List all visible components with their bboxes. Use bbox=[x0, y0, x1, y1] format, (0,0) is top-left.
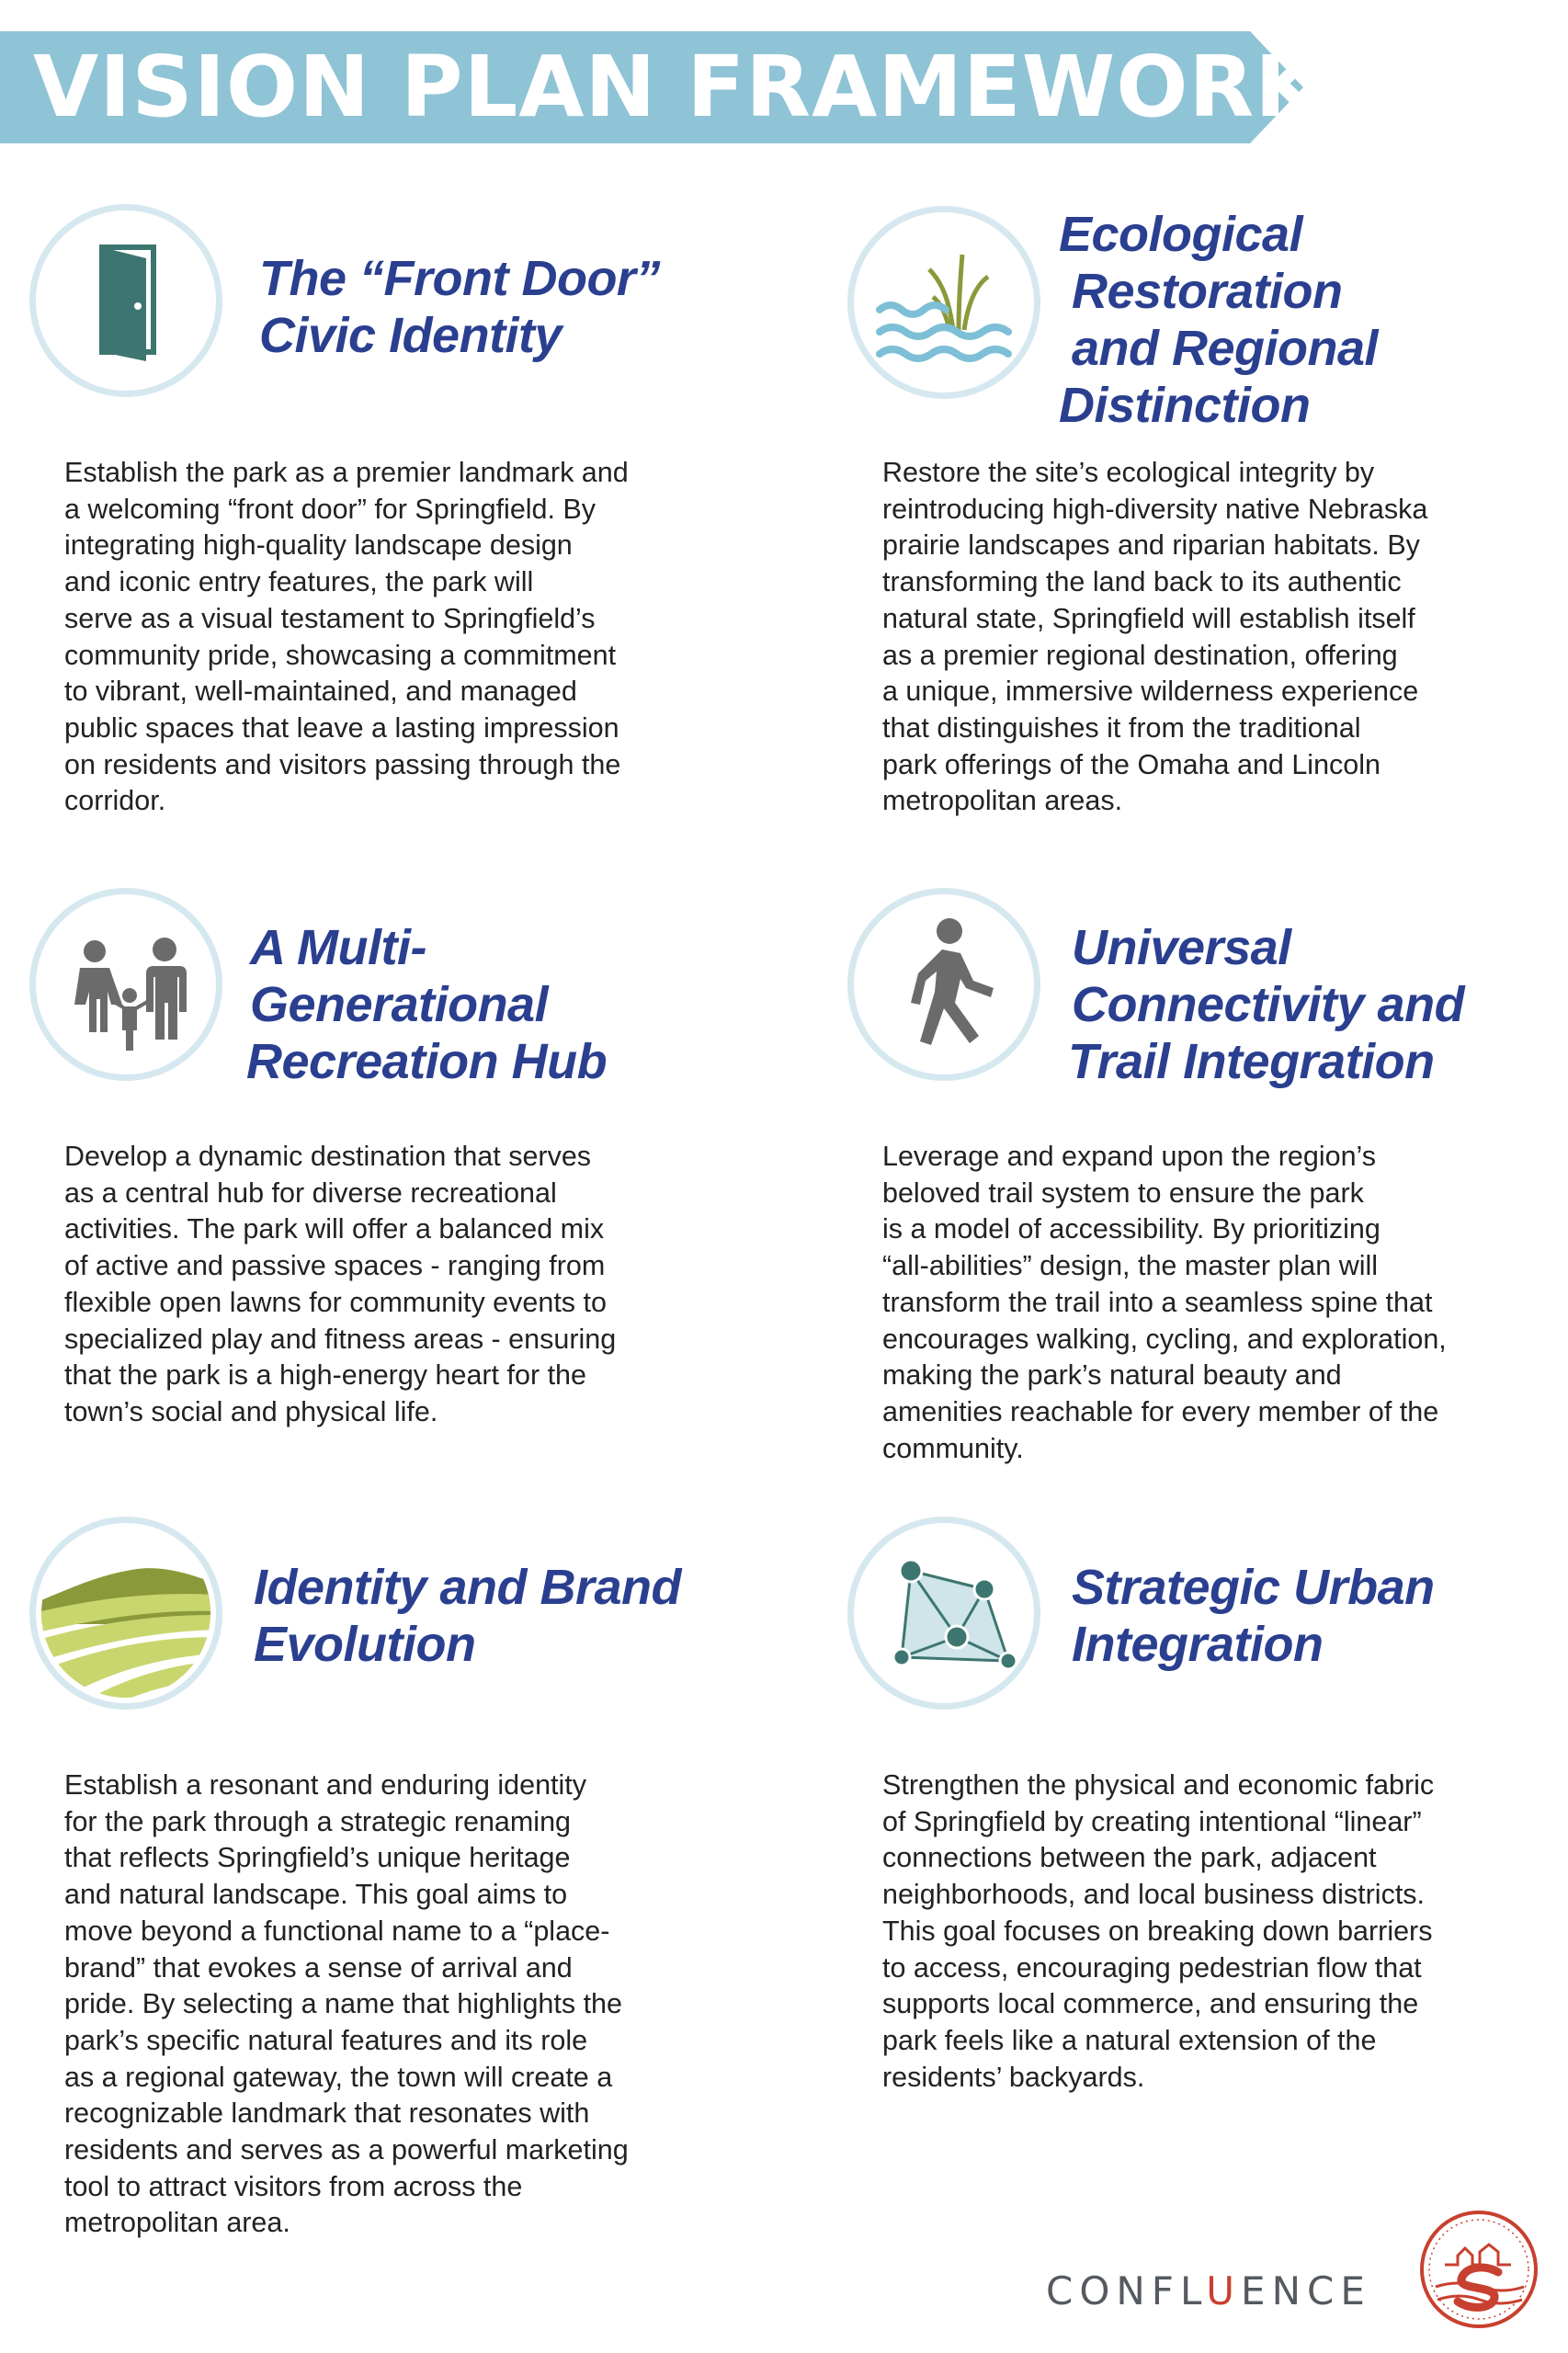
section-body: Establish the park as a premier landmark and a welcoming “front door” for Springfield. By integrating high-quality landscape design and iconic entry features, the park will serve as a visual testament to Springfield’s community pride, showcasing a commitment to vibrant, well-maintained, and managed public spaces that leave a lasting impression on residents and visitors passing through the corridor. bbox=[64, 457, 629, 817]
confluence-logo: CONFLUENCE bbox=[1046, 2268, 1371, 2313]
section-title: Ecological Restoration and Regional Distinction bbox=[1059, 207, 1379, 433]
section-body: Leverage and expand upon the region’s beloved trail system to ensure the park is a model of accessibility. By prioritizing “all-abilities” design, the master plan will transform the trail into a seamless spine that encourages walking, cycling, and exploration, making the park’s natural beauty and amenities reachable for every member of the community. bbox=[882, 1141, 1447, 1464]
section-multi-generational bbox=[29, 888, 765, 1439]
section-body: Restore the site’s ecological integrity by reintroducing high-diversity native Nebraska prairie landscapes and riparian habitats. By transforming the land back to its authentic natural state, Springfield will establish itself as a premier regional destination, offering a unique, immersive wilderness experience that distinguishes it from the traditional park offerings of the Omaha and Lincoln metropolitan areas. bbox=[882, 457, 1428, 817]
section-title: Universal Connectivity and Trail Integration bbox=[1068, 920, 1465, 1089]
section-title: The “Front Door” Civic Identity bbox=[259, 251, 660, 363]
door-icon bbox=[29, 204, 222, 397]
springfield-seal-icon bbox=[1417, 2208, 1540, 2331]
page-title: VISION PLAN FRAMEWORK bbox=[33, 38, 1322, 136]
section-universal-connectivity bbox=[847, 888, 1568, 1476]
header-banner bbox=[0, 31, 1322, 143]
family-icon bbox=[29, 888, 222, 1081]
section-body: Strengthen the physical and economic fabric of Springfield by creating intentional “linear” connections between the park, adjacent neighborhoods, and local business districts. This goal focuses on breaking down barriers to access, encouraging pedestrian flow that supports local commerce, and ensuring the park feels like a natural extension of the residents’ backyards. bbox=[882, 1769, 1435, 2093]
section-front-door bbox=[29, 204, 765, 847]
wetland-grass-icon bbox=[847, 206, 1040, 399]
section-body: Establish a resonant and enduring identity for the park through a strategic renaming that reflects Springfield’s unique heritage and natural landscape. This goal aims to move beyond a functional name to a “place- brand” that evokes a sense of arrival and pride. By selecting a name that highlights the park’s specific natural features and its role as a regional gateway, the town will create a recognizable landmark that resonates with residents and serves as a powerful marketing tool to attract visitors from across the metropolitan area. bbox=[64, 1769, 629, 2239]
section-strategic-urban bbox=[847, 1517, 1568, 2093]
section-body: Develop a dynamic destination that serves as a central hub for diverse recreational activities. The park will offer a balanced mix of active and passive spaces - ranging from flexible open lawns for community events to specialized play and fitness areas - ensuring that the park is a high-energy heart for the town’s social and physical life. bbox=[64, 1141, 617, 1427]
section-ecological-restoration bbox=[847, 204, 1568, 847]
section-title: A Multi- Generational Recreation Hub bbox=[246, 920, 608, 1089]
network-nodes-icon bbox=[847, 1517, 1040, 1710]
landscape-fields-icon bbox=[29, 1517, 222, 1710]
section-identity-brand bbox=[29, 1517, 765, 2252]
section-title: Strategic Urban Integration bbox=[1072, 1560, 1435, 1672]
walking-person-icon bbox=[847, 888, 1040, 1081]
section-title: Identity and Brand Evolution bbox=[254, 1560, 682, 1672]
